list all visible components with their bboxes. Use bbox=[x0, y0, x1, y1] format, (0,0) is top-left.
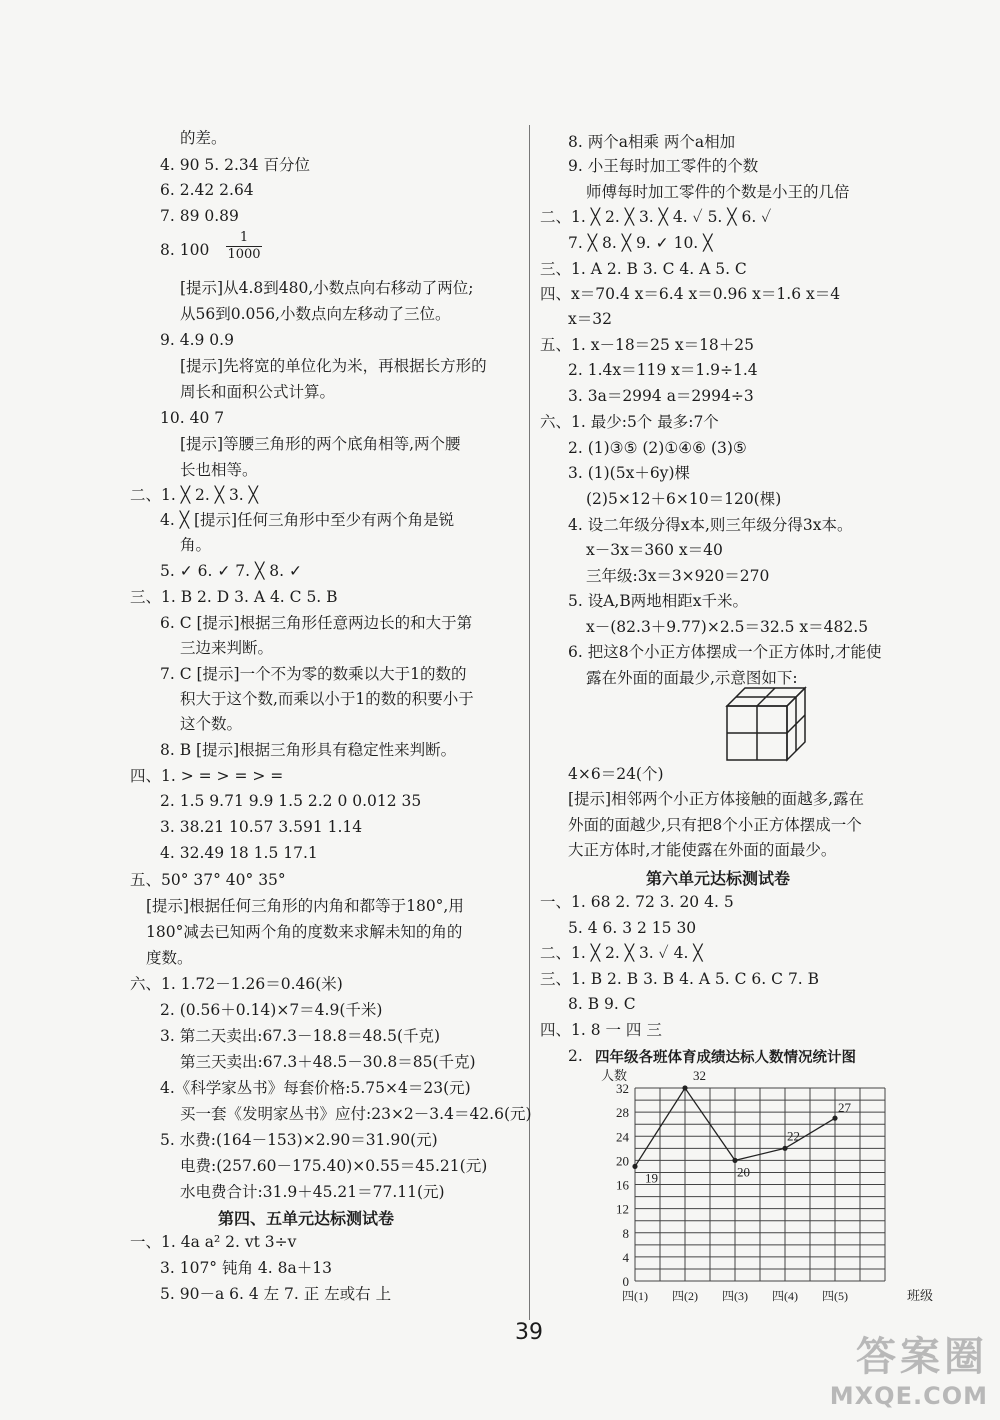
section-line: 二、1. ╳ 2. ╳ 3. ╳ 4. ✓ 5. ╳ 6. ✓ bbox=[540, 208, 772, 226]
page-number: 39 bbox=[515, 1320, 543, 1345]
answer-line: 8. 100 bbox=[160, 241, 210, 259]
section-line: 三、1. B 2. D 3. A 4. C 5. B bbox=[130, 588, 338, 606]
watermark-logo bbox=[830, 1325, 988, 1410]
answer-line: 第三天卖出:67.3＋48.5－30.8＝85(千克) bbox=[180, 1053, 476, 1071]
answer-line: 4×6＝24(个) bbox=[568, 765, 664, 783]
answer-line: 师傅每时加工零件的个数是小王的几倍 bbox=[586, 183, 850, 201]
hint-line: 长也相等。 bbox=[180, 461, 258, 479]
answer-line: 5. 4 6. 3 2 15 30 bbox=[568, 919, 697, 937]
answer-line: 5. 设A,B两地相距x千米。 bbox=[568, 592, 748, 610]
section-line: 一、1. 4a a² 2. vt 3÷v bbox=[130, 1233, 297, 1251]
hint-line: 180°减去已知两个角的度数来求解未知的角的 bbox=[146, 923, 463, 941]
watermark-text: 答案圈 bbox=[856, 1334, 988, 1380]
x-axis-label: 班级 bbox=[906, 1288, 934, 1303]
data-label: 20 bbox=[737, 1164, 750, 1180]
fraction-numerator: 1 bbox=[239, 230, 249, 245]
answer-line: 露在外面的面最少,示意图如下: bbox=[586, 669, 798, 687]
answer-line: 4.《科学家丛书》每套价格:5.75×4＝23(元) bbox=[160, 1079, 471, 1097]
answer-line: 9. 4.9 0.9 bbox=[160, 331, 234, 349]
section-line: 一、1. 68 2. 72 3. 20 4. 5 bbox=[540, 893, 734, 911]
hint-line: [提示]相邻两个小正方体接触的面越多,露在 bbox=[568, 790, 865, 808]
y-tick-label: 12 bbox=[616, 1201, 629, 1217]
section-heading: 第四、五单元达标测试卷 bbox=[218, 1209, 395, 1228]
section-line: 四、1. > = > = > = bbox=[130, 767, 284, 785]
answer-line: 的差。 bbox=[180, 129, 227, 147]
hint-line: 度数。 bbox=[146, 949, 193, 967]
hint-line: [提示]从4.8到480,小数点向右移动了两位; bbox=[180, 279, 474, 297]
fraction-denominator: 1000 bbox=[227, 247, 261, 262]
data-label: 22 bbox=[787, 1128, 800, 1144]
answer-line: 3. 38.21 10.57 3.591 1.14 bbox=[160, 818, 363, 836]
x-tick-label: 四(1) bbox=[622, 1289, 648, 1303]
data-label: 19 bbox=[645, 1170, 658, 1186]
hint-line: 外面的面越少,只有把8个小正方体摆成一个 bbox=[568, 816, 862, 834]
section-line: 五、50° 37° 40° 35° bbox=[130, 871, 286, 889]
section-heading: 第六单元达标测试卷 bbox=[646, 869, 791, 888]
data-point bbox=[682, 1085, 687, 1090]
y-tick-label: 0 bbox=[622, 1274, 629, 1289]
answer-line: 4. 32.49 18 1.5 17.1 bbox=[160, 844, 318, 862]
x-tick-label: 四(4) bbox=[772, 1289, 798, 1303]
y-tick-label: 24 bbox=[616, 1129, 629, 1145]
answer-line: 2. bbox=[568, 1047, 583, 1065]
answer-line: x＝32 bbox=[568, 310, 612, 328]
column-divider bbox=[529, 125, 530, 1320]
y-axis-label: 人数 bbox=[601, 1068, 628, 1083]
answer-line: 7. ╳ 8. ╳ 9. ✓ 10. ╳ bbox=[568, 234, 713, 252]
hint-line: [提示]等腰三角形的两个底角相等,两个腰 bbox=[180, 435, 461, 453]
data-point bbox=[632, 1164, 637, 1169]
answer-line: 3. 107° 钝角 4. 8a＋13 bbox=[160, 1259, 332, 1277]
answer-line: 7. C [提示]一个不为零的数乘以大于1的数的 bbox=[160, 665, 467, 683]
answer-line: 8. B 9. C bbox=[568, 995, 636, 1013]
answer-line: 4. ╳ [提示]任何三角形中至少有两个角是锐 bbox=[160, 511, 455, 529]
hint-line: 这个数。 bbox=[180, 715, 243, 733]
fraction bbox=[226, 230, 262, 263]
section-line: 六、1. 1.72－1.26＝0.46(米) bbox=[130, 975, 343, 993]
answer-line: 水电费合计:31.9＋45.21＝77.11(元) bbox=[180, 1183, 445, 1201]
section-line: 二、1. ╳ 2. ╳ 3. ╳ bbox=[130, 486, 258, 504]
hint-line: [提示]先将宽的单位化为米，再根据长方形的 bbox=[180, 357, 487, 375]
answer-line: 8. B [提示]根据三角形具有稳定性来判断。 bbox=[160, 741, 457, 759]
answer-line: 10. 40 7 bbox=[160, 409, 225, 427]
answer-line: 7. 89 0.89 bbox=[160, 207, 239, 225]
data-label: 32 bbox=[693, 1068, 706, 1083]
answer-line: 电费:(257.60－175.40)×0.55＝45.21(元) bbox=[180, 1157, 488, 1175]
y-tick-label: 16 bbox=[616, 1177, 629, 1193]
answer-line: x－(82.3＋9.77)×2.5＝32.5 x＝482.5 bbox=[586, 618, 869, 636]
hint-line: 三边来判断。 bbox=[180, 639, 274, 657]
x-tick-label: 四(3) bbox=[722, 1289, 748, 1303]
hint-line: 周长和面积公式计算。 bbox=[180, 383, 336, 401]
answer-line: 2. 1.5 9.71 9.9 1.5 2.2 0 0.012 35 bbox=[160, 792, 422, 810]
answer-line: 6. C [提示]根据三角形任意两边长的和大于第 bbox=[160, 614, 473, 632]
answer-line: x－3x＝360 x＝40 bbox=[586, 541, 723, 559]
section-line: 三、1. B 2. B 3. B 4. A 5. C 6. C 7. B bbox=[540, 970, 820, 988]
y-tick-label: 20 bbox=[616, 1153, 629, 1169]
answer-line: 2. (1)③⑤ (2)①④⑥ (3)⑤ bbox=[568, 439, 747, 457]
answer-line: 4. 设二年级分得x本,则三年级分得3x本。 bbox=[568, 516, 853, 534]
answer-line: 5. 90－a 6. 4 左 7. 正 左或右 上 bbox=[160, 1285, 392, 1303]
cube-diagram bbox=[725, 686, 807, 762]
section-line: 四、x＝70.4 x＝6.4 x＝0.96 x＝1.6 x＝4 bbox=[540, 285, 841, 303]
section-line: 六、1. 最少:5个 最多:7个 bbox=[540, 413, 719, 431]
answer-line: 6. 把这8个小正方体摆成一个正方体时,才能使 bbox=[568, 643, 882, 661]
section-line: 五、1. x－18＝25 x＝18＋25 bbox=[540, 336, 755, 354]
answer-line: (2)5×12＋6×10＝120(棵) bbox=[586, 490, 782, 508]
answer-line: 3. (1)(5x＋6y)棵 bbox=[568, 464, 690, 482]
watermark-url: MXQE.COM bbox=[829, 1382, 988, 1410]
hint-line: 从56到0.056,小数点向左移动了三位。 bbox=[180, 305, 451, 323]
answer-line: 6. 2.42 2.64 bbox=[160, 181, 254, 199]
y-tick-label: 8 bbox=[622, 1225, 629, 1241]
hint-line: [提示]根据任何三角形的内角和都等于180°,用 bbox=[146, 897, 464, 915]
x-tick-label: 四(2) bbox=[672, 1289, 698, 1303]
answer-line: 8. 两个a相乘 两个a相加 bbox=[568, 133, 736, 151]
answer-line: 5. 水费:(164－153)×2.90＝31.90(元) bbox=[160, 1131, 438, 1149]
data-label: 27 bbox=[838, 1100, 851, 1116]
answer-line: 2. 1.4x＝119 x＝1.9÷1.4 bbox=[568, 361, 758, 379]
answer-line: 三年级:3x＝3×920＝270 bbox=[586, 567, 770, 585]
answer-line: 5. ✓ 6. ✓ 7. ╳ 8. ✓ bbox=[160, 562, 302, 580]
section-line: 三、1. A 2. B 3. C 4. A 5. C bbox=[540, 260, 747, 278]
answer-line: 9. 小王每时加工零件的个数 bbox=[568, 157, 759, 175]
answer-line: 买一套《发明家丛书》应付:23×2－3.4＝42.6(元) bbox=[180, 1105, 532, 1123]
answer-line: 2. (0.56＋0.14)×7＝4.9(千米) bbox=[160, 1001, 383, 1019]
section-line: 四、1. 8 一 四 三 bbox=[540, 1021, 662, 1039]
y-tick-label: 32 bbox=[616, 1081, 629, 1096]
hint-line: 大正方体时,才能使露在外面的面最少。 bbox=[568, 841, 837, 859]
line-chart bbox=[540, 1068, 940, 1308]
hint-line: 角。 bbox=[180, 536, 212, 554]
data-point bbox=[732, 1158, 737, 1163]
answer-line: 3. 3a＝2994 a＝2994÷3 bbox=[568, 387, 754, 405]
y-tick-label: 4 bbox=[622, 1249, 629, 1265]
answer-line: 3. 第二天卖出:67.3－18.8＝48.5(千克) bbox=[160, 1027, 441, 1045]
hint-line: 积大于这个数,而乘以小于1的数的积要小于 bbox=[180, 690, 474, 708]
y-tick-label: 28 bbox=[616, 1105, 629, 1121]
chart-title: 四年级各班体育成绩达标人数情况统计图 bbox=[595, 1050, 856, 1066]
section-line: 二、1. ╳ 2. ╳ 3. ✓ 4. ╳ bbox=[540, 944, 703, 962]
data-point bbox=[832, 1116, 837, 1121]
data-point bbox=[782, 1146, 787, 1151]
answer-line: 4. 90 5. 2.34 百分位 bbox=[160, 156, 311, 174]
x-tick-label: 四(5) bbox=[822, 1289, 848, 1303]
